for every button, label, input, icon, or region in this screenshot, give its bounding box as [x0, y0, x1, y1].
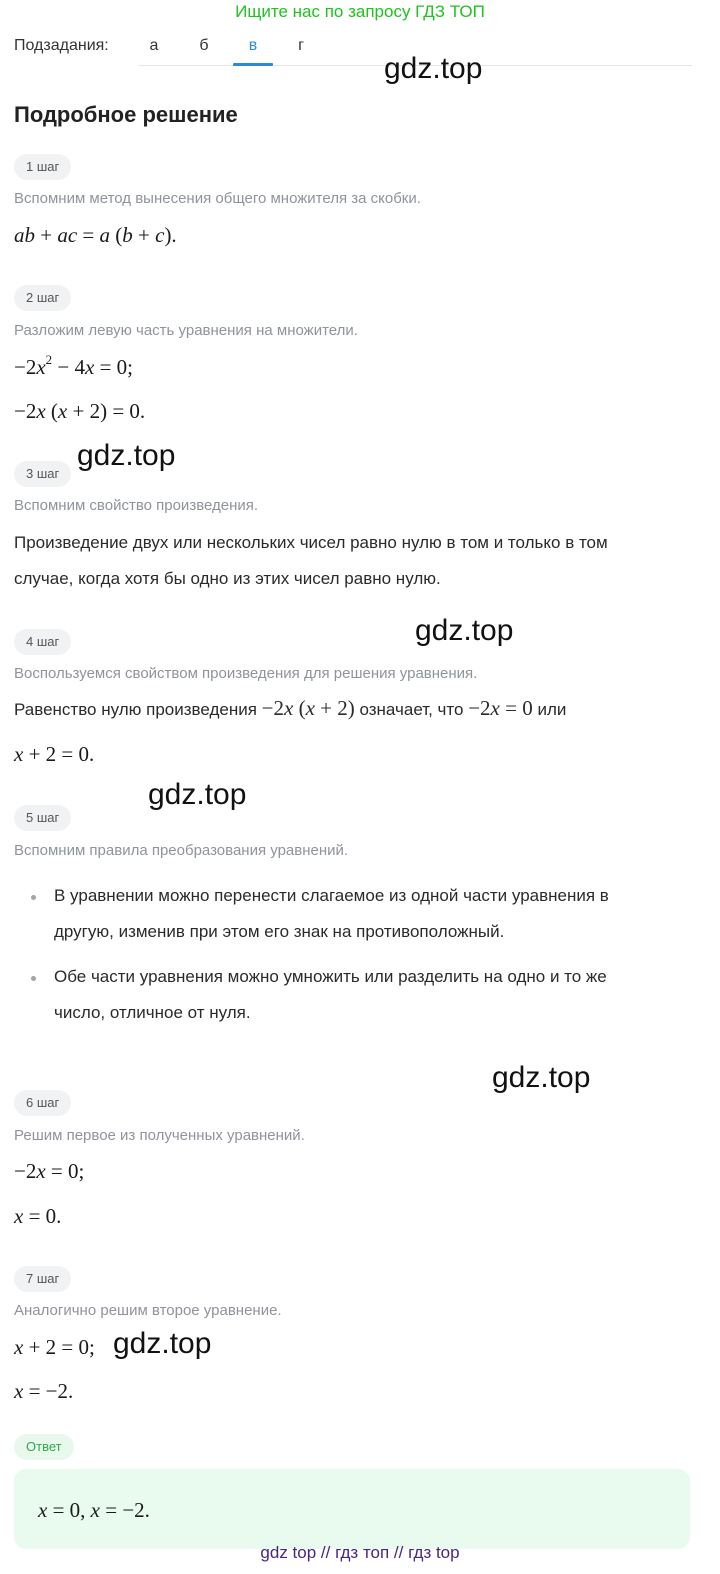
rule-2-line-2: число, отличное от нуля.	[54, 1003, 251, 1022]
step-hint-3: Вспомним свойство произведения.	[14, 497, 259, 514]
step-4-statement	[14, 698, 566, 720]
tab-g[interactable]: г	[298, 37, 304, 54]
watermark: gdz.top	[77, 439, 176, 472]
inline-formula-product: −2x (x + 2)	[261, 696, 355, 720]
step-4-text-a: Равенство нулю произведения	[14, 700, 257, 719]
step-hint-2: Разложим левую часть уравнения на множители.	[14, 322, 358, 339]
step-badge-5: 5 шаг	[14, 805, 71, 831]
product-rule-line-2: случае, когда хотя бы одно из этих чисел равно нулю.	[14, 569, 441, 588]
step-hint-6: Решим первое из полученных уравнений.	[14, 1127, 305, 1144]
answer-badge: Ответ	[14, 1434, 74, 1460]
step-hint-4: Воспользуемся свойством произведения для решения уравнения.	[14, 665, 478, 682]
rule-2-line-1: Обе части уравнения можно умножить или разделить на одно и то же	[54, 967, 607, 986]
formula-factoring: ab + ac = a (b + c).	[14, 223, 177, 247]
search-banner: Ищите нас по запросу ГДЗ ТОП	[235, 2, 485, 21]
step-badge-6: 6 шаг	[14, 1090, 71, 1116]
step-badge-7: 7 шаг	[14, 1266, 71, 1292]
tab-a[interactable]: а	[149, 37, 159, 54]
formula-first-eq: −2x = 0;	[14, 1159, 85, 1183]
watermark: gdz.top	[113, 1327, 212, 1360]
rule-1-line-1: В уравнении можно перенести слагаемое из одной части уравнения в	[54, 886, 609, 905]
formula-second-root: x = −2.	[14, 1379, 74, 1403]
formula-factored: −2x (x + 2) = 0.	[14, 399, 146, 423]
footer-links[interactable]: gdz top // гдз топ // гдз top	[260, 1543, 460, 1562]
tab-b[interactable]: б	[199, 37, 209, 54]
answer-formula: x = 0, x = −2.	[38, 1498, 150, 1522]
bullet-dot-1	[31, 895, 36, 900]
formula-second-eq: x + 2 = 0;	[14, 1335, 95, 1359]
step-4-text-c: или	[537, 700, 567, 719]
step-badge-2: 2 шаг	[14, 285, 71, 311]
formula-first-root: x = 0.	[14, 1204, 62, 1228]
inline-formula-first: −2x = 0	[468, 696, 533, 720]
bullet-dot-2	[31, 976, 36, 981]
watermark: gdz.top	[384, 52, 483, 85]
answer-box	[14, 1469, 690, 1549]
step-hint-5: Вспомним правила преобразования уравнений.	[14, 842, 349, 859]
watermark: gdz.top	[492, 1061, 591, 1094]
step-badge-4: 4 шаг	[14, 629, 71, 655]
step-badge-3: 3 шаг	[14, 461, 71, 487]
page-title: Подробное решение	[14, 102, 238, 127]
product-rule-line-1: Произведение двух или нескольких чисел равно нулю в том и только в том	[14, 533, 608, 552]
subtasks-label: Подзадания:	[14, 37, 109, 54]
step-hint-7: Аналогично решим второе уравнение.	[14, 1302, 282, 1319]
watermark: gdz.top	[415, 614, 514, 647]
watermark: gdz.top	[148, 778, 247, 811]
subtasks-bar	[14, 34, 692, 66]
formula-equation: $-2x^2 - 4x = 0$;	[14, 352, 134, 379]
step-badge-1: 1 шаг	[14, 154, 71, 180]
step-hint-1: Вспомним метод вынесения общего множителя за скобки.	[14, 190, 421, 207]
formula-second-factor: x + 2 = 0.	[14, 742, 95, 766]
step-4-text-b: означает, что	[359, 700, 464, 719]
tab-v[interactable]: в	[233, 34, 273, 66]
rule-1-line-2: другую, изменив при этом его знак на противоположный.	[54, 922, 505, 941]
